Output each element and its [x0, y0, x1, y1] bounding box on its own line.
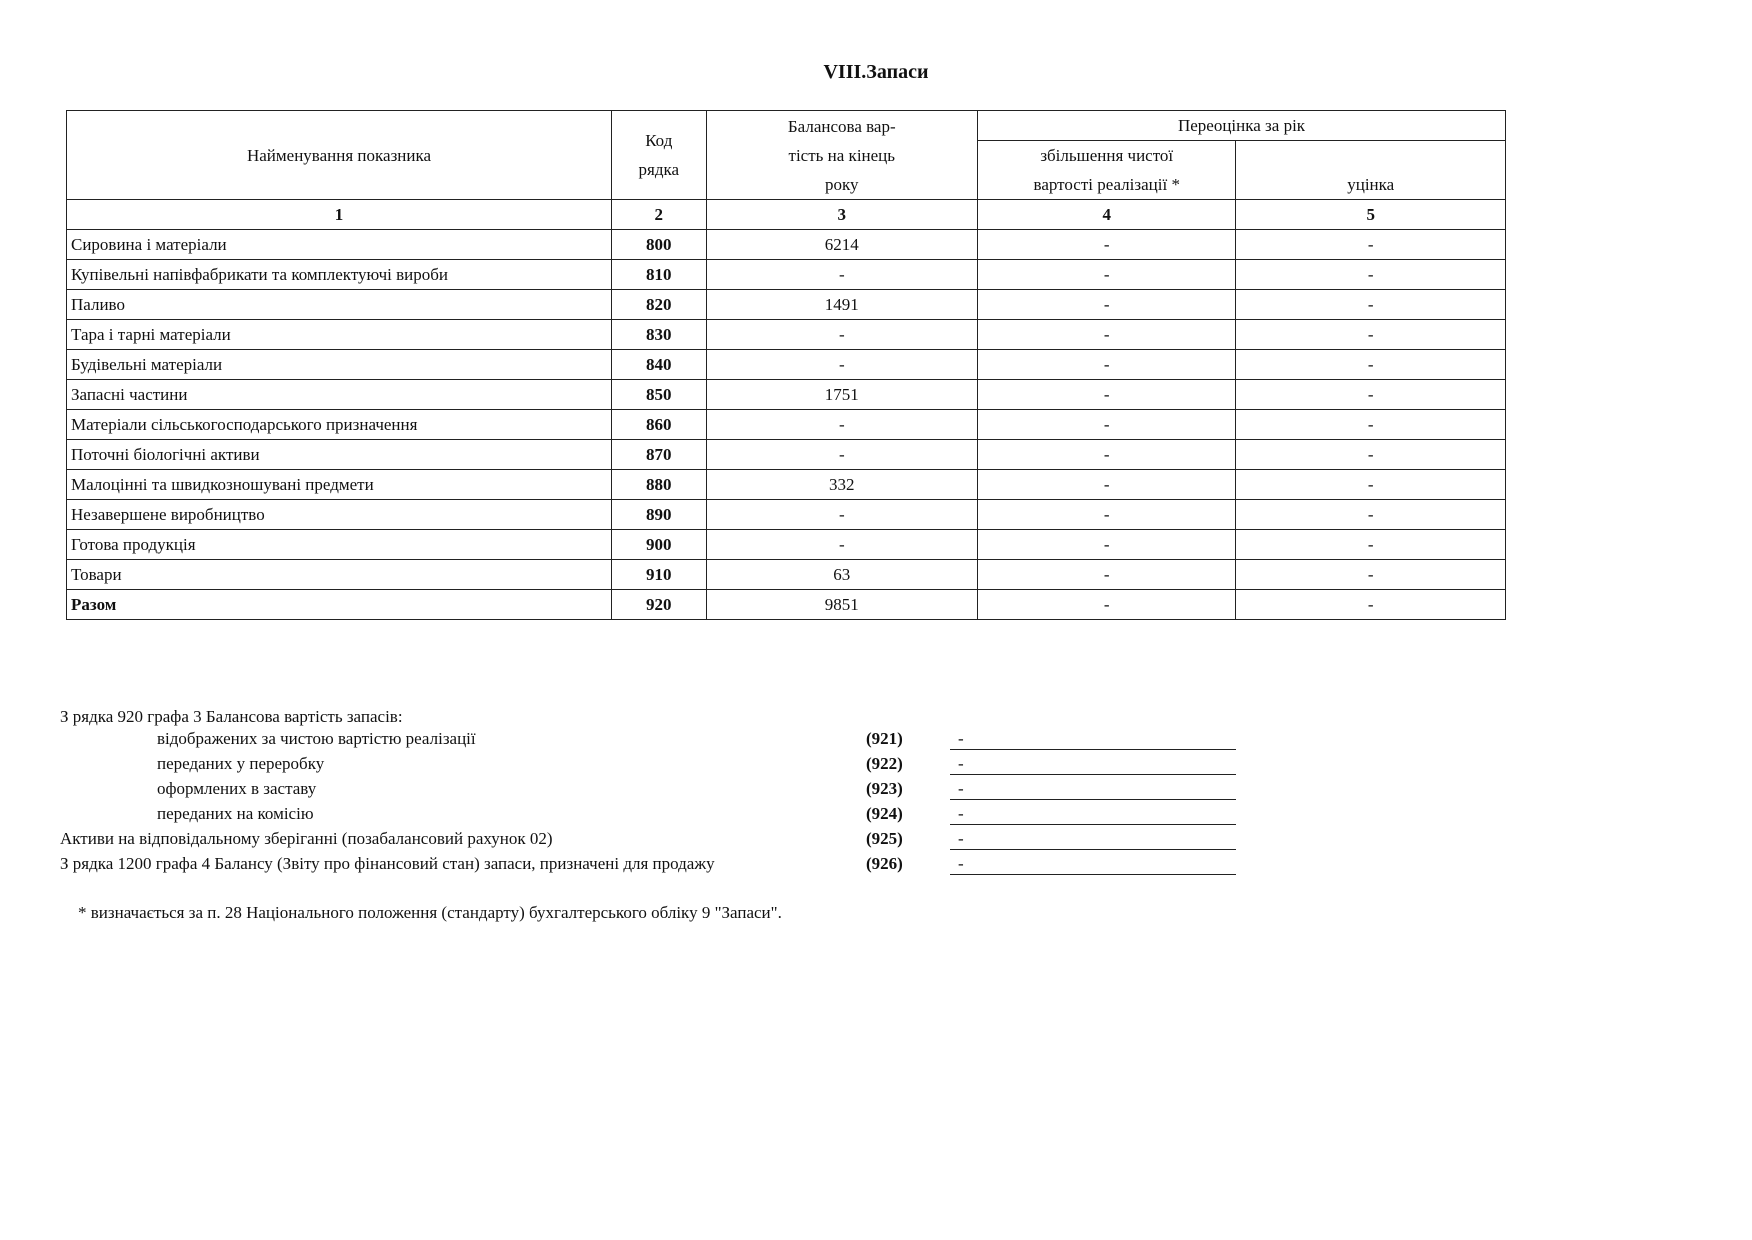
row-code: 890 — [612, 500, 707, 530]
footer-item-code: (922) — [866, 754, 903, 773]
row-name: Паливо — [67, 290, 612, 320]
row-balance: 9851 — [706, 590, 978, 620]
row-increase: - — [978, 320, 1236, 350]
footer-item-value: - — [950, 728, 1236, 750]
row-balance: - — [706, 440, 978, 470]
row-name: Незавершене виробництво — [67, 500, 612, 530]
footer-item-label: З рядка 1200 графа 4 Балансу (Звіту про фінансовий стан) запаси, призначені для продажу — [60, 854, 715, 873]
table-row — [67, 380, 1506, 410]
row-code: 830 — [612, 320, 707, 350]
footer-item-code: (921) — [866, 729, 903, 748]
row-increase: - — [978, 560, 1236, 590]
column-number: 4 — [978, 200, 1236, 230]
row-code: 910 — [612, 560, 707, 590]
row-markdown: - — [1236, 440, 1506, 470]
row-markdown: - — [1236, 500, 1506, 530]
row-code: 920 — [612, 590, 707, 620]
row-markdown: - — [1236, 320, 1506, 350]
row-balance: 1491 — [706, 290, 978, 320]
row-name: Поточні біологічні активи — [67, 440, 612, 470]
row-code: 850 — [612, 380, 707, 410]
row-balance: - — [706, 260, 978, 290]
table-row — [67, 500, 1506, 530]
row-code: 870 — [612, 440, 707, 470]
table-row — [67, 440, 1506, 470]
row-markdown: - — [1236, 350, 1506, 380]
footer-item-value: - — [950, 828, 1236, 850]
table-row — [67, 230, 1506, 260]
footer-item-value: - — [950, 803, 1236, 825]
row-increase: - — [978, 410, 1236, 440]
row-name: Купівельні напівфабрикати та комплектуючі вироби — [67, 260, 612, 290]
footnote: * визначається за п. 28 Національного положення (стандарту) бухгалтерського обліку 9 "Запаси". — [78, 903, 782, 922]
table-row — [67, 530, 1506, 560]
row-increase: - — [978, 470, 1236, 500]
row-name: Готова продукція — [67, 530, 612, 560]
row-increase: - — [978, 500, 1236, 530]
footer-item-code: (924) — [866, 804, 903, 823]
header-increase: збільшення чистої вартості реалізації * — [978, 141, 1236, 200]
row-markdown: - — [1236, 380, 1506, 410]
footer-item-value: - — [950, 853, 1236, 875]
row-markdown: - — [1236, 530, 1506, 560]
page-title: VIII.Запаси — [823, 61, 929, 83]
row-balance: - — [706, 320, 978, 350]
row-markdown: - — [1236, 230, 1506, 260]
row-increase: - — [978, 350, 1236, 380]
row-balance: - — [706, 410, 978, 440]
footer-item-value: - — [950, 778, 1236, 800]
row-code: 880 — [612, 470, 707, 500]
row-code: 860 — [612, 410, 707, 440]
footer-item-code: (925) — [866, 829, 903, 848]
column-number: 3 — [706, 200, 978, 230]
row-name: Матеріали сільськогосподарського призначення — [67, 410, 612, 440]
table-row — [67, 470, 1506, 500]
table-header-row — [67, 111, 1506, 141]
row-code: 820 — [612, 290, 707, 320]
header-revaluation: Переоцінка за рік — [978, 111, 1506, 141]
header-name: Найменування показника — [67, 111, 612, 200]
row-code: 810 — [612, 260, 707, 290]
column-number: 2 — [612, 200, 707, 230]
header-balance: Балансова вар- тість на кінець року — [706, 111, 978, 200]
footer-item-code: (923) — [866, 779, 903, 798]
footer-item-label: переданих на комісію — [157, 804, 314, 823]
table-row — [67, 590, 1506, 620]
row-name: Товари — [67, 560, 612, 590]
row-markdown: - — [1236, 560, 1506, 590]
row-increase: - — [978, 260, 1236, 290]
header-markdown: уцінка — [1236, 141, 1506, 200]
row-increase: - — [978, 380, 1236, 410]
table-row — [67, 560, 1506, 590]
row-balance: 332 — [706, 470, 978, 500]
row-code: 840 — [612, 350, 707, 380]
column-number: 5 — [1236, 200, 1506, 230]
footer-item-code: (926) — [866, 854, 903, 873]
row-name: Сировина і матеріали — [67, 230, 612, 260]
row-markdown: - — [1236, 410, 1506, 440]
row-markdown: - — [1236, 590, 1506, 620]
row-name: Тара і тарні матеріали — [67, 320, 612, 350]
footer-item-label: Активи на відповідальному зберіганні (позабалансовий рахунок 02) — [60, 829, 553, 848]
row-name: Разом — [67, 590, 612, 620]
footer-item-label: оформлених в заставу — [157, 779, 317, 798]
row-balance: 6214 — [706, 230, 978, 260]
footer-item-label: переданих у переробку — [157, 754, 325, 773]
footer-item-label: відображених за чистою вартістю реалізації — [157, 729, 476, 748]
row-code: 800 — [612, 230, 707, 260]
table-row — [67, 260, 1506, 290]
row-balance: 63 — [706, 560, 978, 590]
row-markdown: - — [1236, 290, 1506, 320]
row-increase: - — [978, 230, 1236, 260]
column-number-row — [67, 200, 1506, 230]
row-name: Малоцінні та швидкозношувані предмети — [67, 470, 612, 500]
column-number: 1 — [67, 200, 612, 230]
inventory-table — [66, 110, 1506, 620]
row-name: Будівельні матеріали — [67, 350, 612, 380]
row-increase: - — [978, 530, 1236, 560]
row-balance: - — [706, 500, 978, 530]
row-name: Запасні частини — [67, 380, 612, 410]
row-markdown: - — [1236, 470, 1506, 500]
table-row — [67, 320, 1506, 350]
table-row — [67, 410, 1506, 440]
footer-item-value: - — [950, 753, 1236, 775]
table-row — [67, 290, 1506, 320]
row-balance: - — [706, 350, 978, 380]
footer-intro: З рядка 920 графа 3 Балансова вартість запасів: — [60, 707, 403, 726]
header-code: Код рядка — [612, 111, 707, 200]
row-markdown: - — [1236, 260, 1506, 290]
row-increase: - — [978, 290, 1236, 320]
row-increase: - — [978, 440, 1236, 470]
row-balance: - — [706, 530, 978, 560]
row-balance: 1751 — [706, 380, 978, 410]
table-row — [67, 350, 1506, 380]
row-code: 900 — [612, 530, 707, 560]
row-increase: - — [978, 590, 1236, 620]
